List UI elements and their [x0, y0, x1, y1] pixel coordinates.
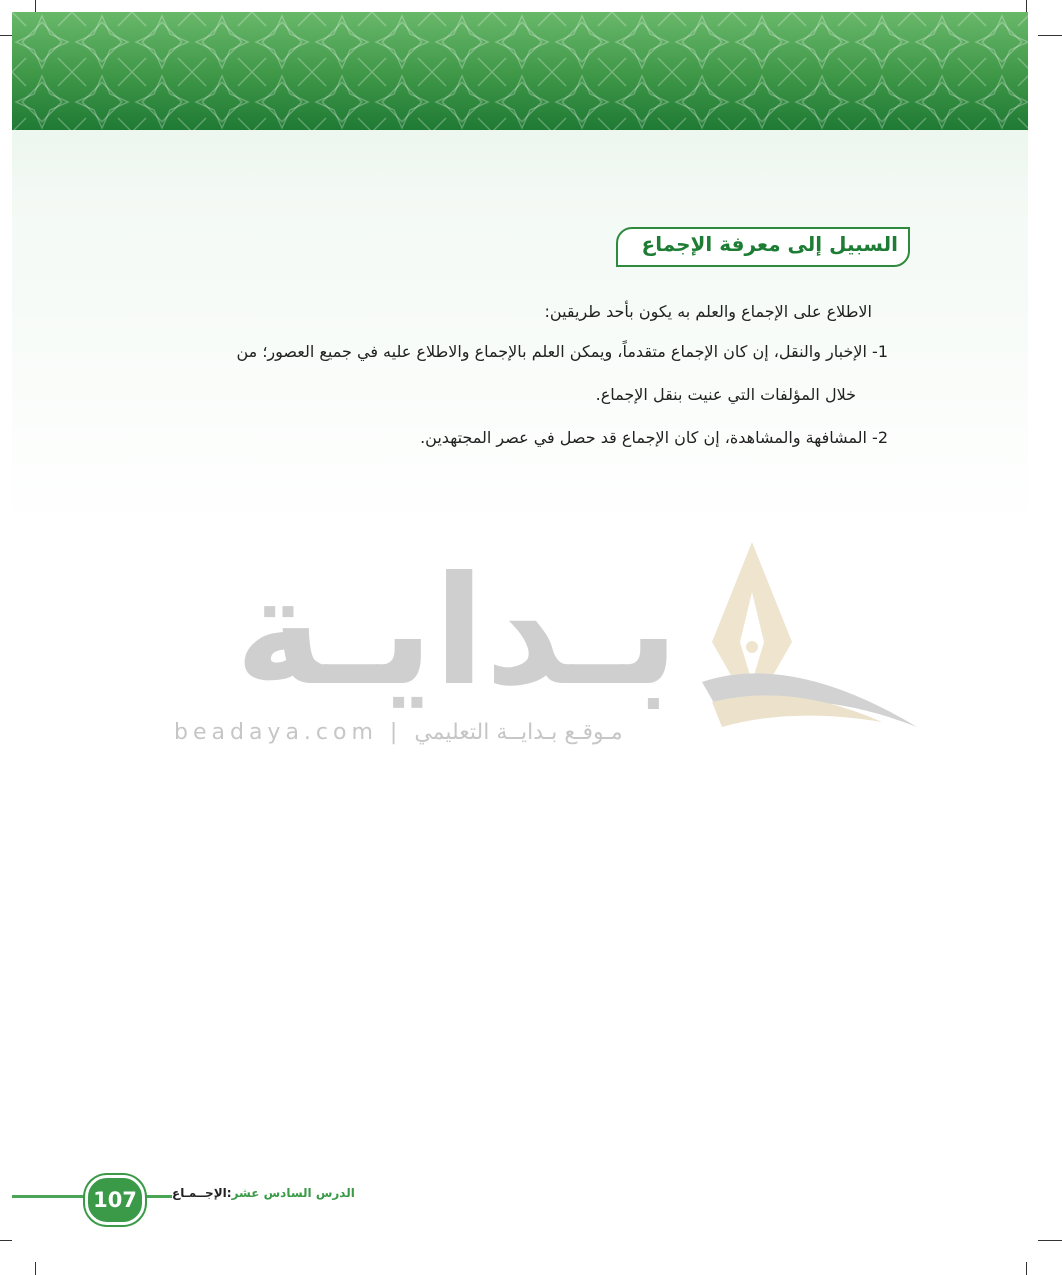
list-item-1-line-2: خلال المؤلفات التي عنيت بنقل الإجماع. [595, 385, 856, 404]
crop-mark [0, 1240, 12, 1241]
footer-rule-right [144, 1195, 172, 1198]
crop-mark [1026, 0, 1027, 12]
section-heading-tab [616, 227, 910, 267]
pen-nib-logo-icon [682, 532, 922, 742]
crop-mark [1038, 35, 1062, 36]
footer-rule-left [12, 1195, 94, 1198]
islamic-pattern-icon [12, 12, 1028, 130]
list-item-2: 2- المشافهة والمشاهدة، إن كان الإجماع قد حصل في عصر المجتهدين. [420, 428, 888, 447]
page-number-badge: 107 [85, 1175, 145, 1225]
crop-mark [35, 0, 36, 12]
footer-topic: الإجــمـاع [172, 1186, 227, 1200]
header-banner [12, 12, 1028, 130]
footer-lesson: الدرس السادس عشر [231, 1186, 355, 1200]
list-item-1-line-1: 1- الإخبار والنقل، إن كان الإجماع متقدماً، ويمكن العلم بالإجماع والاطلاع عليه في جميع العصور؛ من [236, 342, 888, 361]
watermark [162, 532, 922, 762]
watermark-word: بـدايـة [234, 545, 680, 719]
intro-paragraph: الاطلاع على الإجماع والعلم به يكون بأحد طريقين: [544, 302, 872, 321]
crop-mark [1026, 1262, 1027, 1275]
crop-mark [1038, 1240, 1062, 1241]
footer-lesson-label [172, 1186, 355, 1200]
section-title: السبيل إلى معرفة الإجماع [641, 232, 898, 256]
watermark-tagline: beadaya.com | مـوقـع بـدايــة التعليمي [174, 720, 623, 745]
footer-separator: : [226, 1186, 232, 1200]
crop-mark [0, 35, 12, 36]
textbook-page [12, 12, 1028, 1262]
crop-mark [35, 1262, 36, 1275]
